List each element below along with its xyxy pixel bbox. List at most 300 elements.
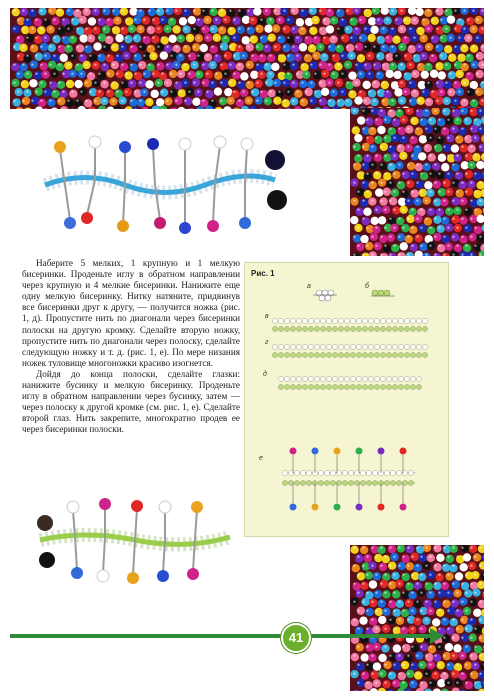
bead-highlight bbox=[357, 173, 359, 175]
bead-highlight bbox=[382, 82, 384, 84]
bead bbox=[443, 62, 451, 70]
bead-highlight bbox=[22, 10, 24, 12]
bead-highlight bbox=[389, 182, 391, 184]
bead-highlight bbox=[413, 73, 415, 75]
bead-highlight bbox=[470, 565, 472, 567]
bead bbox=[319, 97, 327, 105]
diagram-bead bbox=[404, 344, 409, 349]
bead-highlight bbox=[429, 191, 431, 193]
bead-highlight bbox=[461, 547, 463, 549]
diagram-bead bbox=[384, 480, 389, 485]
bead-highlight bbox=[366, 610, 368, 612]
bead bbox=[250, 54, 258, 62]
bead-highlight bbox=[411, 610, 413, 612]
diagram-leg-bead bbox=[334, 504, 341, 511]
bead-highlight bbox=[422, 19, 424, 21]
bead-highlight bbox=[71, 55, 73, 57]
bead-highlight bbox=[474, 119, 476, 121]
bead bbox=[268, 33, 276, 41]
bead bbox=[397, 233, 405, 241]
diagram-bead bbox=[398, 318, 403, 323]
bead-highlight bbox=[481, 46, 483, 48]
bead-highlight bbox=[229, 100, 231, 102]
bead bbox=[48, 44, 56, 52]
bead-highlight bbox=[366, 173, 368, 175]
bead-highlight bbox=[98, 37, 100, 39]
diagram-bead bbox=[324, 480, 329, 485]
bead-highlight bbox=[449, 55, 451, 57]
bead-highlight bbox=[319, 64, 321, 66]
bead bbox=[445, 117, 453, 125]
bead-highlight bbox=[429, 245, 431, 247]
bead-highlight bbox=[220, 28, 222, 30]
bead-highlight bbox=[206, 55, 208, 57]
bead-highlight bbox=[17, 37, 19, 39]
diagram-leg-bead bbox=[400, 504, 407, 511]
bead-highlight bbox=[476, 55, 478, 57]
bead-highlight bbox=[31, 82, 33, 84]
bead bbox=[474, 16, 482, 24]
diagram-bead bbox=[320, 376, 325, 381]
bead-highlight bbox=[425, 254, 427, 256]
bead-highlight bbox=[301, 82, 303, 84]
bead bbox=[374, 554, 382, 562]
bead-highlight bbox=[175, 46, 177, 48]
diagram-bead bbox=[360, 470, 365, 475]
bead-highlight bbox=[211, 46, 213, 48]
bead-highlight bbox=[247, 64, 249, 66]
bead bbox=[129, 98, 137, 106]
bead-highlight bbox=[463, 10, 465, 12]
diagram-bead bbox=[302, 376, 307, 381]
bead-highlight bbox=[314, 37, 316, 39]
bead-highlight bbox=[292, 28, 294, 30]
bead-highlight bbox=[283, 10, 285, 12]
bead-highlight bbox=[470, 146, 472, 148]
bead-highlight bbox=[357, 137, 359, 139]
bead bbox=[482, 553, 484, 561]
bead-highlight bbox=[17, 91, 19, 93]
bead-highlight bbox=[220, 10, 222, 12]
bead-highlight bbox=[283, 64, 285, 66]
bead-highlight bbox=[251, 73, 253, 75]
diagram-bead bbox=[296, 376, 301, 381]
bead-highlight bbox=[251, 55, 253, 57]
diagram-bead bbox=[422, 352, 427, 357]
bead bbox=[214, 71, 222, 79]
bead-highlight bbox=[35, 55, 37, 57]
bead bbox=[455, 572, 463, 580]
diagram-bead bbox=[368, 318, 373, 323]
bead-highlight bbox=[161, 55, 163, 57]
bead-highlight bbox=[238, 28, 240, 30]
bead bbox=[360, 582, 368, 590]
bead-highlight bbox=[260, 91, 262, 93]
bead-highlight bbox=[224, 73, 226, 75]
bead-highlight bbox=[395, 73, 397, 75]
bead bbox=[433, 688, 441, 691]
bead-highlight bbox=[440, 19, 442, 21]
bead bbox=[358, 16, 366, 24]
bead-highlight bbox=[184, 10, 186, 12]
bead-highlight bbox=[384, 227, 386, 229]
diagram-bead bbox=[366, 480, 371, 485]
bead-highlight bbox=[301, 28, 303, 30]
bead-highlight bbox=[67, 82, 69, 84]
bead bbox=[124, 106, 132, 109]
bead-highlight bbox=[407, 601, 409, 603]
bead-highlight bbox=[89, 73, 91, 75]
bead bbox=[133, 34, 141, 42]
bead-highlight bbox=[447, 137, 449, 139]
bead-highlight bbox=[353, 218, 355, 220]
bead-highlight bbox=[402, 173, 404, 175]
bead-highlight bbox=[461, 565, 463, 567]
bead bbox=[148, 8, 156, 16]
bead bbox=[264, 62, 272, 70]
bead-texture-top bbox=[10, 8, 484, 109]
diagram-bead bbox=[362, 376, 367, 381]
bead-highlight bbox=[434, 182, 436, 184]
bead bbox=[322, 17, 330, 25]
bead-highlight bbox=[130, 100, 132, 102]
bead-highlight bbox=[139, 10, 141, 12]
bead-highlight bbox=[353, 547, 355, 549]
bead bbox=[182, 8, 190, 16]
bead-highlight bbox=[346, 46, 348, 48]
bead-highlight bbox=[98, 73, 100, 75]
bead-highlight bbox=[22, 46, 24, 48]
bead-highlight bbox=[98, 91, 100, 93]
bead bbox=[455, 609, 463, 617]
bead bbox=[419, 243, 427, 251]
bead bbox=[377, 126, 385, 134]
bead-highlight bbox=[94, 28, 96, 30]
bead-highlight bbox=[220, 100, 222, 102]
bead bbox=[133, 53, 141, 61]
bead bbox=[392, 590, 400, 598]
bead bbox=[145, 80, 153, 88]
bead-highlight bbox=[447, 592, 449, 594]
bead bbox=[60, 106, 68, 109]
diagram-bead bbox=[308, 326, 313, 331]
bead-highlight bbox=[353, 565, 355, 567]
bead-highlight bbox=[461, 218, 463, 220]
bead bbox=[294, 35, 302, 43]
bead-highlight bbox=[384, 574, 386, 576]
bead-highlight bbox=[443, 182, 445, 184]
bead-highlight bbox=[94, 46, 96, 48]
bead-highlight bbox=[474, 155, 476, 157]
diagram-bead bbox=[272, 326, 277, 331]
bead bbox=[250, 71, 258, 79]
bead-highlight bbox=[357, 574, 359, 576]
bead bbox=[470, 44, 478, 52]
bead bbox=[48, 8, 56, 15]
bead bbox=[409, 171, 417, 179]
bead-highlight bbox=[179, 37, 181, 39]
bead bbox=[42, 52, 50, 60]
bead-highlight bbox=[148, 46, 150, 48]
bead-highlight bbox=[368, 73, 370, 75]
bead-highlight bbox=[107, 73, 109, 75]
bead-highlight bbox=[80, 55, 82, 57]
bead-highlight bbox=[416, 547, 418, 549]
bead-highlight bbox=[332, 19, 334, 21]
bead-highlight bbox=[256, 46, 258, 48]
bead bbox=[402, 171, 410, 179]
bead-highlight bbox=[438, 556, 440, 558]
bead-highlight bbox=[224, 37, 226, 39]
bead bbox=[43, 88, 51, 96]
bead bbox=[106, 54, 114, 62]
diagram-bead bbox=[380, 318, 385, 323]
bead bbox=[407, 162, 415, 170]
bead bbox=[246, 61, 254, 69]
bead-highlight bbox=[445, 28, 447, 30]
bead bbox=[260, 35, 268, 43]
bead-highlight bbox=[384, 191, 386, 193]
bead-highlight bbox=[337, 82, 339, 84]
bead-highlight bbox=[13, 82, 15, 84]
diagram-bead bbox=[284, 318, 289, 323]
bead bbox=[138, 79, 146, 87]
bead bbox=[430, 70, 438, 78]
bead-highlight bbox=[184, 46, 186, 48]
bead bbox=[435, 44, 443, 52]
bead-highlight bbox=[346, 10, 348, 12]
bead-highlight bbox=[407, 200, 409, 202]
bead bbox=[424, 599, 432, 607]
bead-highlight bbox=[434, 110, 436, 112]
bead-highlight bbox=[416, 128, 418, 130]
bead-highlight bbox=[366, 155, 368, 157]
bead-highlight bbox=[26, 73, 28, 75]
bead-highlight bbox=[353, 182, 355, 184]
diagram-bead bbox=[290, 318, 295, 323]
bead bbox=[401, 609, 409, 617]
bead-highlight bbox=[470, 128, 472, 130]
bead-highlight bbox=[353, 128, 355, 130]
bead-highlight bbox=[373, 10, 375, 12]
bead bbox=[357, 572, 365, 580]
diagram-bead bbox=[290, 376, 295, 381]
bead-highlight bbox=[438, 574, 440, 576]
bead-highlight bbox=[458, 55, 460, 57]
diagram-bead bbox=[372, 470, 377, 475]
bead-highlight bbox=[443, 236, 445, 238]
bead-highlight bbox=[323, 55, 325, 57]
bead bbox=[419, 189, 427, 197]
bead bbox=[20, 8, 28, 16]
bead-highlight bbox=[413, 91, 415, 93]
bead bbox=[365, 608, 373, 616]
bead-highlight bbox=[458, 73, 460, 75]
bead-highlight bbox=[404, 19, 406, 21]
bead-highlight bbox=[80, 91, 82, 93]
bead-highlight bbox=[269, 55, 271, 57]
bead bbox=[156, 43, 164, 51]
diagram-bead bbox=[416, 344, 421, 349]
bead bbox=[147, 26, 155, 34]
bead-highlight bbox=[53, 91, 55, 93]
bead-highlight bbox=[380, 583, 382, 585]
bead-highlight bbox=[474, 682, 476, 684]
diagram-bead bbox=[398, 344, 403, 349]
bead-highlight bbox=[384, 664, 386, 666]
bead-highlight bbox=[440, 37, 442, 39]
bead-highlight bbox=[443, 128, 445, 130]
bead bbox=[308, 8, 316, 15]
bead-highlight bbox=[429, 137, 431, 139]
bead-highlight bbox=[49, 28, 51, 30]
bead bbox=[299, 9, 307, 17]
bead-highlight bbox=[211, 100, 213, 102]
bead bbox=[442, 253, 450, 256]
bead-highlight bbox=[380, 182, 382, 184]
diagram-bead bbox=[332, 376, 337, 381]
bead bbox=[299, 80, 307, 88]
bead-highlight bbox=[404, 37, 406, 39]
bead bbox=[352, 126, 360, 134]
bead bbox=[84, 79, 92, 87]
bead-highlight bbox=[411, 137, 413, 139]
bead bbox=[434, 144, 442, 152]
bead bbox=[374, 153, 382, 161]
footer-arrow-icon bbox=[430, 628, 444, 644]
bead-highlight bbox=[242, 37, 244, 39]
bead-highlight bbox=[26, 55, 28, 57]
bead-highlight bbox=[398, 583, 400, 585]
bead-highlight bbox=[429, 664, 431, 666]
bead-highlight bbox=[371, 673, 373, 675]
bead bbox=[381, 81, 389, 89]
bead bbox=[424, 144, 432, 152]
diagram-bead bbox=[350, 376, 355, 381]
bead bbox=[410, 117, 418, 125]
diagram-bead bbox=[380, 352, 385, 357]
bead bbox=[369, 599, 377, 607]
bead-highlight bbox=[384, 209, 386, 211]
diagram-bead bbox=[332, 318, 337, 323]
bead bbox=[192, 98, 200, 106]
bead bbox=[47, 98, 55, 106]
bead bbox=[156, 8, 164, 16]
bead-highlight bbox=[389, 547, 391, 549]
diagram-bead bbox=[392, 344, 397, 349]
bead-highlight bbox=[368, 37, 370, 39]
bead-highlight bbox=[407, 110, 409, 112]
bead-highlight bbox=[193, 64, 195, 66]
diagram-bead bbox=[350, 344, 355, 349]
bead-highlight bbox=[422, 55, 424, 57]
bead-highlight bbox=[328, 64, 330, 66]
bead-highlight bbox=[202, 28, 204, 30]
diagram-bead bbox=[332, 326, 337, 331]
centipede-photo-bottom bbox=[25, 495, 240, 595]
bead bbox=[392, 118, 400, 126]
bead-highlight bbox=[76, 28, 78, 30]
bead-highlight bbox=[438, 664, 440, 666]
bead-highlight bbox=[443, 200, 445, 202]
diagram-bead bbox=[410, 344, 415, 349]
bead-highlight bbox=[103, 10, 105, 12]
bead-highlight bbox=[465, 191, 467, 193]
bead-highlight bbox=[440, 91, 442, 93]
bead-highlight bbox=[474, 227, 476, 229]
bead-highlight bbox=[465, 646, 467, 648]
bead-highlight bbox=[380, 236, 382, 238]
bead-highlight bbox=[353, 200, 355, 202]
bead-highlight bbox=[416, 583, 418, 585]
bead bbox=[445, 572, 453, 580]
bead-highlight bbox=[431, 19, 433, 21]
bead-highlight bbox=[26, 91, 28, 93]
bead-highlight bbox=[62, 37, 64, 39]
bead bbox=[473, 553, 481, 561]
bead-highlight bbox=[139, 64, 141, 66]
diagram-bead bbox=[410, 384, 415, 389]
bead bbox=[294, 53, 302, 61]
bead bbox=[433, 654, 441, 662]
bead-highlight bbox=[400, 46, 402, 48]
bead-highlight bbox=[375, 137, 377, 139]
bead bbox=[483, 16, 484, 24]
bead-highlight bbox=[143, 37, 145, 39]
bead bbox=[393, 644, 401, 652]
bead bbox=[424, 217, 432, 225]
bead-highlight bbox=[357, 592, 359, 594]
diagram-bead bbox=[278, 344, 283, 349]
bead-highlight bbox=[438, 155, 440, 157]
bead bbox=[392, 679, 400, 687]
bead-highlight bbox=[470, 254, 472, 256]
bead-highlight bbox=[371, 164, 373, 166]
diagram-bead bbox=[282, 480, 287, 485]
bead-texture-right bbox=[350, 108, 484, 256]
bead-highlight bbox=[440, 73, 442, 75]
bead-highlight bbox=[170, 55, 172, 57]
bead-highlight bbox=[411, 155, 413, 157]
bead-highlight bbox=[452, 110, 454, 112]
bead-highlight bbox=[386, 73, 388, 75]
bead-highlight bbox=[398, 164, 400, 166]
bead bbox=[263, 44, 271, 52]
bead-highlight bbox=[193, 46, 195, 48]
bead-highlight bbox=[166, 46, 168, 48]
bead-highlight bbox=[389, 218, 391, 220]
bead-highlight bbox=[416, 164, 418, 166]
bead-highlight bbox=[425, 565, 427, 567]
bead bbox=[51, 17, 59, 25]
bead bbox=[414, 234, 422, 242]
bead bbox=[363, 81, 371, 89]
bead bbox=[264, 97, 272, 105]
bead bbox=[369, 617, 377, 625]
bead bbox=[409, 680, 417, 688]
bead-highlight bbox=[49, 46, 51, 48]
diagram-bead bbox=[306, 470, 311, 475]
diagram-bead bbox=[338, 376, 343, 381]
figure-label-v: в bbox=[265, 313, 269, 320]
bead bbox=[228, 61, 236, 69]
bead-highlight bbox=[71, 73, 73, 75]
bead-highlight bbox=[229, 28, 231, 30]
bead-highlight bbox=[89, 19, 91, 21]
bead bbox=[460, 44, 468, 52]
bead-highlight bbox=[85, 100, 87, 102]
bead-highlight bbox=[94, 64, 96, 66]
